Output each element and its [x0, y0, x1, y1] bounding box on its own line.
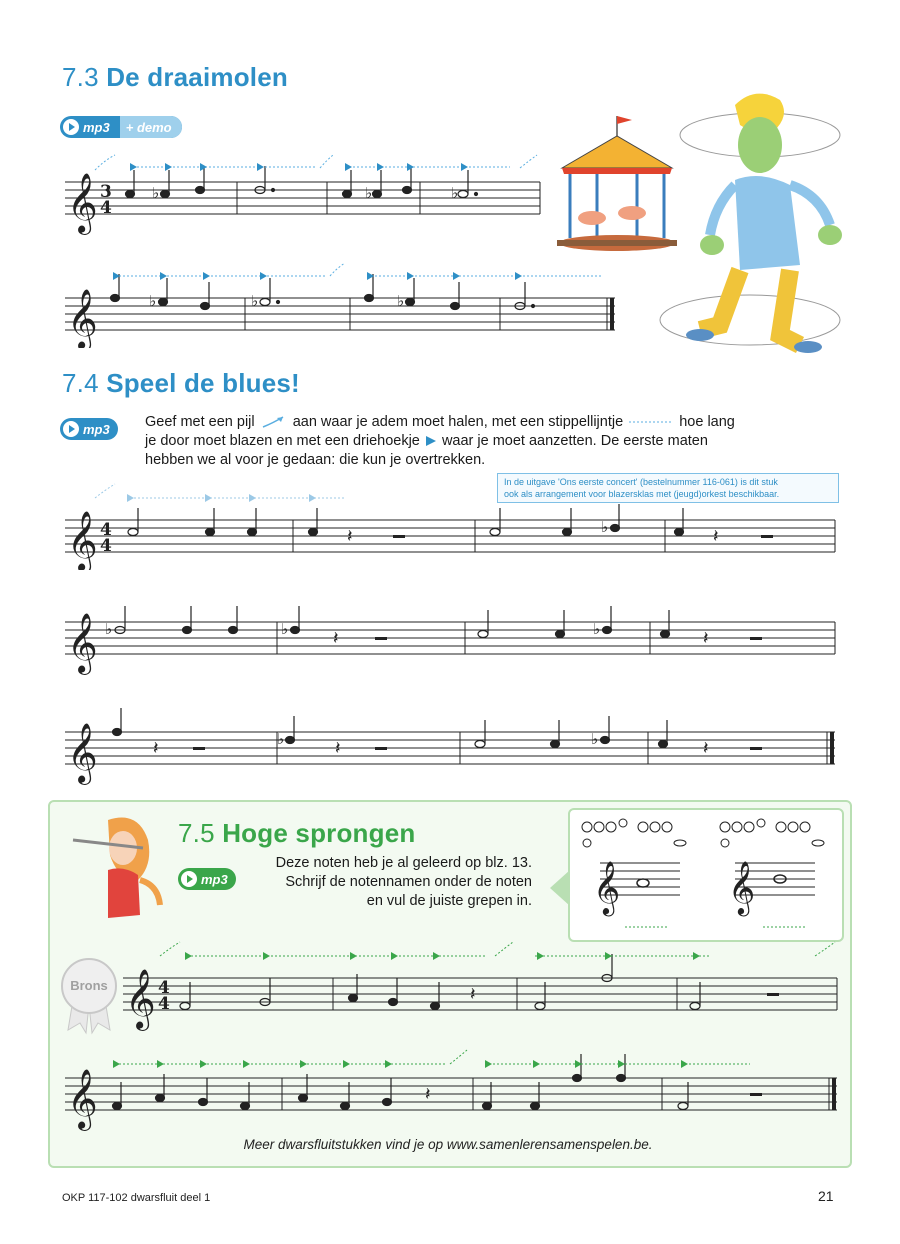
play-icon: [63, 421, 79, 437]
svg-text:𝄽: 𝄽: [703, 628, 709, 649]
brons-badge-label: Brons: [70, 978, 108, 993]
mp3-button-7-4[interactable]: mp3: [60, 418, 118, 440]
instructions-7-4: Geef met een pijl aan waar je adem moet halen, met een stippellijntje hoe lang je door moet blazen en met een driehoekje waar je moet aanzetten. De eerste maten hebben we al voor je gedaan: die kun je overtrekken.: [145, 414, 735, 468]
treble-clef-icon: 𝄞: [125, 969, 156, 1029]
mp3-button-7-5[interactable]: mp3: [178, 868, 236, 890]
svg-text:4: 4: [158, 994, 170, 1014]
svg-text:♭: ♭: [365, 184, 373, 202]
time-signature-bottom: 4: [100, 198, 112, 218]
svg-text:♭: ♭: [451, 184, 459, 202]
treble-clef-icon: 𝄞: [67, 289, 98, 348]
svg-text:♭: ♭: [601, 518, 609, 536]
page-footer-left: OKP 117-102 dwarsfluit deel 1: [62, 1192, 211, 1204]
svg-text:4: 4: [158, 978, 170, 998]
staff-7-4-line-1: [55, 480, 845, 570]
svg-text:𝄽: 𝄽: [470, 984, 476, 1005]
svg-text:♭: ♭: [105, 620, 113, 638]
dotted-line-icon: [627, 417, 675, 427]
svg-text:♭: ♭: [397, 292, 405, 310]
svg-text:𝄽: 𝄽: [333, 628, 339, 649]
treble-clef-icon: 𝄞: [67, 723, 98, 783]
section-title-text: De draaimolen: [106, 62, 288, 92]
triangle-icon: [424, 435, 438, 447]
instructions-7-5: Deze noten heb je al geleerd op blz. 13. Schrijf de notennamen onder de noten en vul de juiste grepen in.: [275, 855, 532, 909]
demo-label: + demo: [120, 116, 182, 138]
treble-clef-icon: 𝄞: [67, 173, 98, 233]
staff-7-5-line-1: [115, 938, 845, 1033]
svg-text:♭: ♭: [591, 730, 599, 748]
mp3-demo-button[interactable]: mp3 + demo: [60, 116, 182, 138]
svg-text:4: 4: [100, 536, 112, 556]
treble-clef-icon: 𝄞: [67, 511, 98, 570]
breath-arrow-icon: [259, 415, 289, 429]
time-signature-top: 3: [100, 182, 112, 202]
svg-text:♭: ♭: [281, 620, 289, 638]
svg-text:𝄽: 𝄽: [335, 738, 341, 759]
svg-text:♭: ♭: [251, 292, 259, 310]
svg-text:𝄽: 𝄽: [347, 526, 353, 547]
svg-text:♭: ♭: [149, 292, 157, 310]
page-number: 21: [818, 1188, 834, 1204]
svg-text:♭: ♭: [593, 620, 601, 638]
staff-7-4-line-2: [55, 592, 845, 682]
svg-text:𝄽: 𝄽: [153, 738, 159, 759]
flute-girl-illustration: [68, 810, 178, 930]
svg-text:𝄽: 𝄽: [425, 1084, 431, 1105]
play-icon: [181, 871, 197, 887]
staff-7-5-line-2: [55, 1048, 845, 1133]
footer-note-link[interactable]: Meer dwarsfluitstukken vind je op www.samenlerensamenspelen.be.: [243, 1137, 653, 1152]
svg-text:𝄽: 𝄽: [703, 738, 709, 759]
section-number: 7.3: [62, 62, 99, 92]
staff-7-3-line-2: [55, 258, 625, 348]
staff-7-3-line-1: [55, 150, 555, 245]
svg-text:4: 4: [100, 520, 112, 540]
svg-text:♭: ♭: [152, 184, 160, 202]
treble-clef-icon: 𝄞: [593, 860, 621, 914]
play-icon: [63, 119, 79, 135]
treble-clef-icon: 𝄞: [728, 860, 756, 914]
treble-clef-icon: 𝄞: [67, 613, 98, 673]
brons-badge-icon: [58, 955, 120, 1035]
svg-text:𝄽: 𝄽: [713, 526, 719, 547]
treble-clef-icon: 𝄞: [67, 1069, 98, 1129]
arrangement-note: In de uitgave 'Ons eerste concert' (bestelnummer 116-061) is dit stuk ook als arrangement voor blazersklas met (jeugd)orkest beschikbaar.: [497, 473, 839, 503]
svg-text:♭: ♭: [277, 730, 285, 748]
dizzy-kid-illustration: [640, 85, 860, 360]
fingering-diagrams: [575, 815, 837, 935]
section-title-7-5: 7.5 Hoge sprongen: [178, 818, 416, 848]
section-title-7-3: [62, 62, 288, 93]
section-title-7-4: 7.4 Speel de blues!: [62, 368, 300, 398]
staff-7-4-line-3: [55, 700, 845, 790]
